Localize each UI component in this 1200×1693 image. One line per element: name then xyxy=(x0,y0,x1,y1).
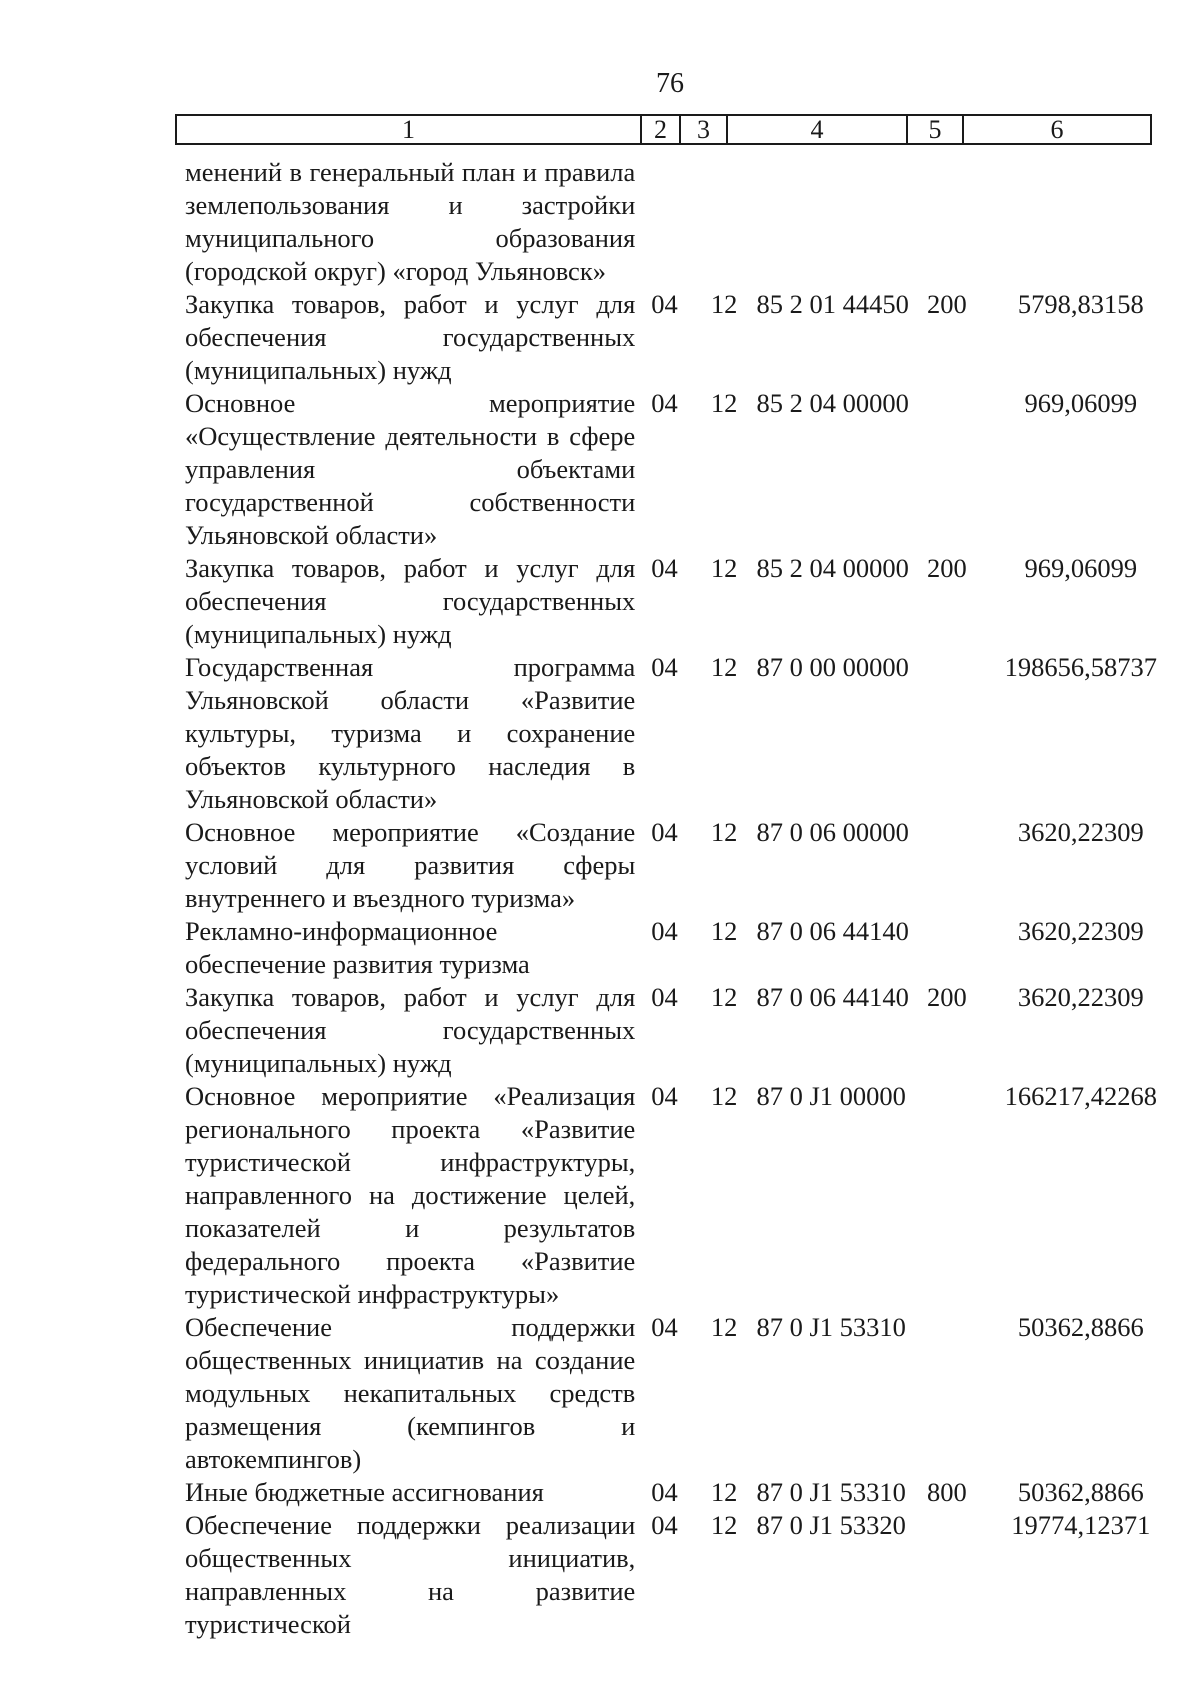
header-col-5: 5 xyxy=(908,116,964,143)
row-description: менений в генеральный план и правила землепользования и застройки муниципального образования (городской округ) «город Ульяновск» xyxy=(185,157,636,286)
row-section: 04 xyxy=(651,1510,678,1540)
row-target-code: 87 0 06 44140 xyxy=(756,916,909,946)
page-number: 76 xyxy=(656,68,684,99)
table-row xyxy=(185,288,1175,387)
header-col-6: 6 xyxy=(1050,115,1064,144)
row-expense-type: 800 xyxy=(927,1477,967,1507)
row-subsection: 12 xyxy=(710,1510,738,1540)
table-row xyxy=(185,915,1175,981)
row-description: Закупка товаров, работ и услуг для обеспечения государственных (муниципальных) нужд xyxy=(185,982,636,1078)
header-col-4: 4 xyxy=(728,116,908,143)
row-section: 04 xyxy=(651,553,678,583)
row-description: Основное мероприятие «Осуществление деятельности в сфере управления объектами государственной собственности Ульяновской области» xyxy=(185,388,636,550)
table-row xyxy=(185,816,1175,915)
row-description: Обеспечение поддержки общественных инициатив на создание модульных некапитальных средств размещения (кемпингов и автокемпингов) xyxy=(185,1312,636,1474)
row-amount: 50362,8866 xyxy=(1017,1312,1144,1342)
row-subsection: 12 xyxy=(710,1312,738,1342)
row-target-code: 87 0 J1 53310 xyxy=(756,1477,906,1507)
table-row xyxy=(185,1080,1175,1311)
row-section: 04 xyxy=(651,388,678,418)
row-amount: 969,06099 xyxy=(1024,553,1138,583)
row-section: 04 xyxy=(651,1477,678,1507)
row-section: 04 xyxy=(651,1312,678,1342)
row-expense-type: 200 xyxy=(927,553,967,583)
row-target-code: 87 0 06 00000 xyxy=(756,817,909,847)
table-header xyxy=(175,114,1152,145)
row-target-code: 87 0 00 00000 xyxy=(756,652,909,682)
row-subsection: 12 xyxy=(710,1081,738,1111)
row-description: Обеспечение поддержки реализации общественных инициатив, направленных на развитие туристической xyxy=(185,1510,636,1639)
header-col-2: 2 xyxy=(642,116,681,143)
row-description: Основное мероприятие «Реализация регионального проекта «Развитие туристической инфраструктуры, направленного на достижение целей, показателей и результатов федерального проекта «Развитие туристической инфраструктуры» xyxy=(185,1081,636,1309)
row-amount: 3620,22309 xyxy=(1017,817,1144,847)
row-section: 04 xyxy=(651,652,678,682)
row-subsection: 12 xyxy=(710,1477,738,1507)
table-row xyxy=(185,1476,1175,1509)
row-amount: 166217,42268 xyxy=(1004,1081,1157,1111)
table-row xyxy=(185,552,1175,651)
table-row xyxy=(185,651,1175,816)
row-description: Иные бюджетные ассигнования xyxy=(185,1477,544,1507)
row-subsection: 12 xyxy=(710,388,738,418)
table-row xyxy=(185,981,1175,1080)
row-description: Государственная программа Ульяновской области «Развитие культуры, туризма и сохранение объектов культурного наследия в Ульяновской области» xyxy=(185,652,636,814)
row-amount: 19774,12371 xyxy=(1011,1510,1151,1540)
table-body xyxy=(185,156,1175,1641)
row-amount: 50362,8866 xyxy=(1017,1477,1144,1507)
row-section: 04 xyxy=(651,817,678,847)
table-row xyxy=(185,1311,1175,1476)
header-col-1: 1 xyxy=(177,116,642,143)
row-target-code: 85 2 04 00000 xyxy=(756,388,909,418)
row-subsection: 12 xyxy=(710,916,738,946)
row-target-code: 87 0 06 44140 xyxy=(756,982,909,1012)
row-amount: 969,06099 xyxy=(1024,388,1138,418)
row-target-code: 87 0 J1 53320 xyxy=(756,1510,906,1540)
row-description: Закупка товаров, работ и услуг для обеспечения государственных (муниципальных) нужд xyxy=(185,553,636,649)
row-target-code: 87 0 J1 53310 xyxy=(756,1312,906,1342)
row-expense-type: 200 xyxy=(927,982,967,1012)
row-subsection: 12 xyxy=(710,553,738,583)
row-description: Основное мероприятие «Создание условий для развития сферы внутреннего и въездного туризма» xyxy=(185,817,636,913)
row-section: 04 xyxy=(651,289,678,319)
table-row xyxy=(185,156,1175,288)
table-row xyxy=(185,1509,1175,1641)
row-subsection: 12 xyxy=(710,817,738,847)
row-target-code: 85 2 04 00000 xyxy=(756,553,909,583)
row-amount: 3620,22309 xyxy=(1017,916,1144,946)
header-col-3: 3 xyxy=(681,116,728,143)
row-subsection: 12 xyxy=(710,652,738,682)
row-description: Закупка товаров, работ и услуг для обеспечения государственных (муниципальных) нужд xyxy=(185,289,636,385)
row-section: 04 xyxy=(651,982,678,1012)
row-subsection: 12 xyxy=(710,289,738,319)
row-section: 04 xyxy=(651,916,678,946)
row-amount: 5798,83158 xyxy=(1017,289,1144,319)
row-description: Рекламно-информационное обеспечение развития туризма xyxy=(185,916,530,979)
row-target-code: 87 0 J1 00000 xyxy=(756,1081,906,1111)
table-row xyxy=(185,387,1175,552)
row-expense-type: 200 xyxy=(927,289,967,319)
row-section: 04 xyxy=(651,1081,678,1111)
row-amount: 198656,58737 xyxy=(1004,652,1157,682)
row-amount: 3620,22309 xyxy=(1017,982,1144,1012)
row-subsection: 12 xyxy=(710,982,738,1012)
row-target-code: 85 2 01 44450 xyxy=(756,289,909,319)
